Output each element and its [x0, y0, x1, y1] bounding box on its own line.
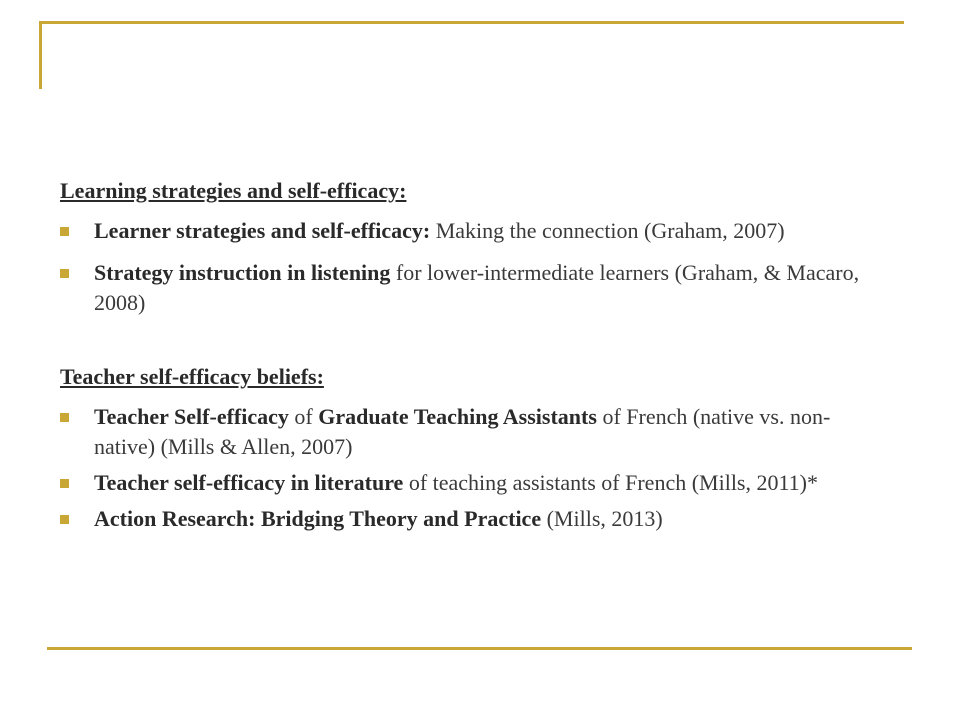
- item-title-secondary: Graduate Teaching Assistants: [318, 404, 597, 429]
- slide-body: [60, 176, 890, 540]
- frame-bottom-rule: [47, 647, 912, 650]
- list-item: [60, 258, 890, 318]
- item-title: Action Research: Bridging Theory and Practice: [94, 506, 542, 531]
- item-text: (Mills, 2013): [541, 506, 663, 531]
- item-title: Learner strategies and self-efficacy:: [94, 218, 431, 243]
- square-bullet-icon: [60, 515, 69, 524]
- frame-top-rule: [39, 21, 904, 24]
- section-heading-teacher-self-efficacy: Teacher self-efficacy beliefs:: [60, 364, 324, 389]
- frame-left-rule: [39, 21, 42, 89]
- bullet-list-learning-strategies: [60, 216, 890, 318]
- item-text: Making the connection (Graham, 2007): [430, 218, 785, 243]
- item-title: Teacher self-efficacy in literature: [94, 470, 404, 495]
- square-bullet-icon: [60, 269, 69, 278]
- square-bullet-icon: [60, 413, 69, 422]
- list-item: [60, 504, 890, 534]
- item-text: for lower-intermediate learners (Graham, & Macaro, 2008): [94, 260, 860, 315]
- square-bullet-icon: [60, 479, 69, 488]
- bullet-list-teacher-self-efficacy: [60, 402, 890, 534]
- item-title: Strategy instruction in listening: [94, 260, 391, 285]
- list-item: [60, 468, 890, 498]
- item-title: Teacher Self-efficacy: [94, 404, 289, 429]
- list-item: [60, 216, 890, 246]
- item-text: of teaching assistants of French (Mills, 2011)*: [403, 470, 818, 495]
- section-heading-learning-strategies: Learning strategies and self-efficacy:: [60, 178, 407, 203]
- item-text: of French (native vs. non-native) (Mills & Allen, 2007): [94, 404, 831, 459]
- item-text: of: [288, 404, 319, 429]
- list-item: [60, 402, 890, 462]
- square-bullet-icon: [60, 227, 69, 236]
